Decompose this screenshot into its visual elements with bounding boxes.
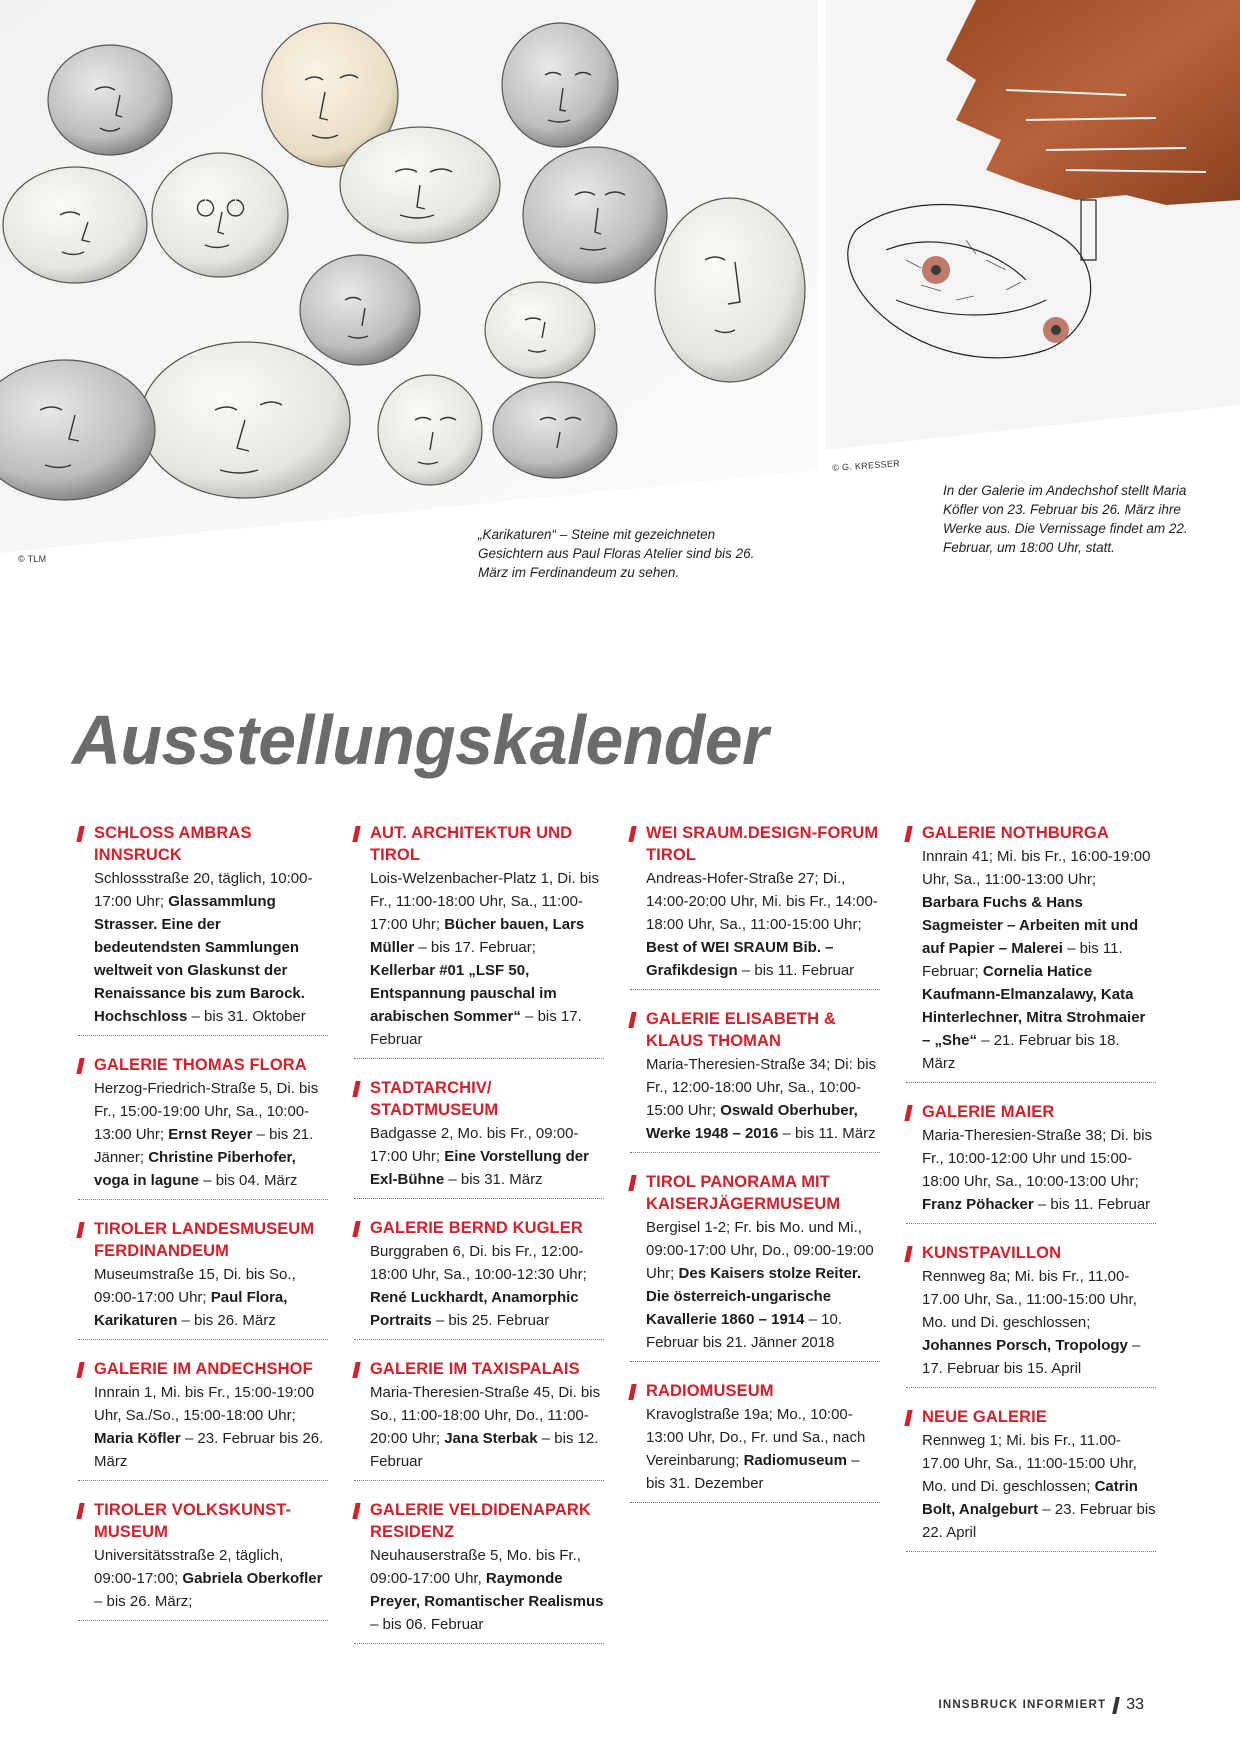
red-slash-marker <box>904 1410 912 1426</box>
slash-divider <box>1112 1697 1120 1714</box>
venue-name-text: NEUE GALERIE <box>922 1408 1047 1426</box>
red-slash-marker <box>352 1081 360 1097</box>
venue-name <box>354 1077 604 1121</box>
caption-stones: „Karikaturen“ – Steine mit gezeichneten Gesichtern aus Paul Floras Atelier sind bis 26. März im Ferdinandeum zu sehen. <box>478 527 755 580</box>
exhibition-entry <box>354 1358 604 1481</box>
exhibition-details <box>630 1216 880 1354</box>
exhibition-entry <box>906 1242 1156 1388</box>
venue-name <box>78 1499 328 1543</box>
venue-name <box>630 1171 880 1215</box>
exhibition-details <box>630 1053 880 1145</box>
publication-name: INNSBRUCK INFORMIERT <box>938 1699 1107 1711</box>
venue-name <box>906 1101 1156 1123</box>
details-text: – bis 11. März <box>778 1125 876 1142</box>
exhibition-entry <box>354 1217 604 1340</box>
details-text: Innrain 41; Mi. bis Fr., 16:00-19:00 Uhr, Sa., 11:00-13:00 Uhr; <box>922 848 1151 888</box>
red-slash-marker <box>352 1362 360 1378</box>
venue-name-text: GALERIE BERND KUGLER <box>370 1219 583 1237</box>
venue-name-text: GALERIE ELISABETH & KLAUS THOMAN <box>646 1010 836 1050</box>
exhibition-details <box>354 1240 604 1332</box>
details-text: Maria-Theresien-Straße 45, Di. bis So., 11:00-18:00 Uhr, Do., 11:00-20:00 Uhr; <box>370 1384 601 1447</box>
artwork-photo <box>826 0 1240 470</box>
exhibition-entry <box>78 1358 328 1481</box>
venue-name-text: SCHLOSS AMBRAS INNSRUCK <box>94 824 252 864</box>
exhibition-entry <box>354 1077 604 1199</box>
details-text: – bis 17. Februar; <box>414 939 536 956</box>
venue-name-text: RADIOMUSEUM <box>646 1382 774 1400</box>
details-text: – 10. Februar bis 21. Jänner 2018 <box>646 1311 842 1351</box>
details-text: Kravoglstraße 19a; Mo., 10:00-13:00 Uhr, Do., Fr. und Sa., nach Vereinbarung; <box>646 1406 866 1469</box>
red-slash-marker <box>76 1362 84 1378</box>
exhibition-entry <box>906 1101 1156 1224</box>
details-text: Neuhauserstraße 5, Mo. bis Fr., 09:00-17:00 Uhr, <box>370 1547 581 1587</box>
red-slash-marker <box>352 826 360 842</box>
venue-name <box>906 1406 1156 1428</box>
exhibition-title: Best of WEI SRAUM Bib. – Grafikdesign <box>646 939 834 979</box>
exhibition-details <box>78 867 328 1028</box>
details-text: Burggraben 6, Di. bis Fr., 12:00-18:00 Uhr, Sa., 10:00-12:30 Uhr; <box>370 1243 587 1283</box>
exhibition-title: Bücher bauen, Lars Müller <box>370 916 585 956</box>
exhibition-details <box>354 1122 604 1191</box>
venue-name <box>354 1358 604 1380</box>
details-text: Andreas-Hofer-Straße 27; Di., 14:00-20:00 Uhr, Mi. bis Fr., 14:00-18:00 Uhr, Sa., 11:00-15:00 Uhr; <box>646 870 878 933</box>
exhibition-details <box>354 867 604 1051</box>
red-slash-marker <box>76 1503 84 1519</box>
exhibition-details <box>630 867 880 982</box>
exhibition-title: Oswald Oberhuber, Werke 1948 – 2016 <box>646 1102 858 1142</box>
exhibition-entry <box>78 1054 328 1200</box>
exhibition-entry <box>78 1499 328 1621</box>
page-footer <box>938 1696 1144 1714</box>
exhibition-entry <box>630 822 880 990</box>
exhibition-details <box>906 1429 1156 1544</box>
venue-name-text: GALERIE IM TAXISPALAIS <box>370 1360 580 1378</box>
details-text: – bis 31. März <box>444 1171 543 1188</box>
exhibition-details <box>906 1124 1156 1216</box>
details-text: Maria-Theresien-Straße 38; Di. bis Fr., 10:00-12:00 Uhr und 15:00-18:00 Uhr, Sa., 10:00-13:00 Uhr; <box>922 1127 1153 1190</box>
details-text: Universitätsstraße 2, täglich, 09:00-17:00; <box>94 1547 284 1587</box>
venue-name <box>630 822 880 866</box>
exhibition-title: Glassammlung Strasser. Eine der bedeutendsten Sammlungen weltweit von Glaskunst der Renaissance bis zum Barock. Hochschloss <box>94 893 305 1025</box>
exhibition-title: Barbara Fuchs & Hans Sagmeister – Arbeiten mit und auf Papier – Malerei <box>922 894 1139 957</box>
calendar-column-3 <box>630 822 880 1521</box>
exhibition-entry <box>354 822 604 1059</box>
exhibition-title: René Luckhardt, Anamorphic Portraits <box>370 1289 579 1329</box>
exhibition-details <box>630 1403 880 1495</box>
details-text: – bis 17. Februar <box>370 1008 582 1048</box>
venue-name-text: KUNSTPAVILLON <box>922 1244 1062 1262</box>
venue-name <box>354 1499 604 1543</box>
red-slash-marker <box>628 826 636 842</box>
exhibition-title: Johannes Porsch, Tropology <box>922 1337 1128 1354</box>
exhibition-entry <box>630 1171 880 1362</box>
details-text: – bis 11. Februar <box>1033 1196 1151 1213</box>
exhibition-title: Des Kaisers stolze Reiter. Die österreich-ungarische Kavallerie 1860 – 1914 <box>646 1265 862 1328</box>
exhibition-details <box>78 1381 328 1473</box>
caption-andechshof: In der Galerie im Andechshof stellt Maria Köfler von 23. Februar bis 26. März ihre Werke aus. Die Vernissage findet am 22. Februar, um 18:00 Uhr, statt. <box>943 483 1188 555</box>
exhibition-entry <box>630 1380 880 1503</box>
exhibition-title: Ernst Reyer <box>168 1126 253 1143</box>
red-slash-marker <box>628 1012 636 1028</box>
exhibition-details <box>354 1381 604 1473</box>
venue-name <box>630 1008 880 1052</box>
venue-name <box>78 822 328 866</box>
venue-name-text: GALERIE IM ANDECHSHOF <box>94 1360 313 1378</box>
details-text: – bis 26. März <box>177 1312 276 1329</box>
red-slash-marker <box>352 1221 360 1237</box>
venue-name <box>78 1054 328 1076</box>
details-text: – bis 04. März <box>199 1172 298 1189</box>
details-text: – bis 11. Februar <box>737 962 855 979</box>
exhibition-title: Franz Pöhacker <box>922 1196 1034 1213</box>
details-text: – bis 25. Februar <box>431 1312 550 1329</box>
red-slash-marker <box>76 1222 84 1238</box>
details-text: Rennweg 8a; Mi. bis Fr., 11.00-17.00 Uhr, Sa., 11:00-15:00 Uhr, Mo. und Di. geschlossen; <box>922 1268 1137 1331</box>
exhibition-entry <box>354 1499 604 1644</box>
venue-name-text: GALERIE NOTHBURGA <box>922 824 1109 842</box>
exhibition-title: Gabriela Oberkofler <box>182 1570 323 1587</box>
venue-name <box>906 1242 1156 1264</box>
venue-name-text: GALERIE THOMAS FLORA <box>94 1056 307 1074</box>
venue-name-text: TIROLER VOLKSKUNST-MUSEUM <box>94 1501 292 1541</box>
red-slash-marker <box>76 826 84 842</box>
calendar-column-4 <box>906 822 1156 1570</box>
venue-name-text: TIROLER LANDESMUSEUM FERDINANDEUM <box>94 1220 315 1260</box>
details-text: – 23. Februar bis 22. April <box>922 1501 1156 1541</box>
exhibition-title: Kellerbar #01 „LSF 50, Entspannung pauschal im arabischen Sommer“ <box>370 962 557 1025</box>
details-text: – bis 06. Februar <box>370 1616 484 1633</box>
details-text: – bis 26. März; <box>94 1593 193 1610</box>
details-text: – bis 31. Oktober <box>187 1008 306 1025</box>
exhibition-entry <box>78 822 328 1036</box>
exhibition-entry <box>906 1406 1156 1552</box>
red-slash-marker <box>904 1246 912 1262</box>
exhibition-entry <box>630 1008 880 1153</box>
exhibition-details <box>906 845 1156 1075</box>
exhibition-details <box>906 1265 1156 1380</box>
red-slash-marker <box>628 1384 636 1400</box>
red-slash-marker <box>904 826 912 842</box>
red-slash-marker <box>628 1175 636 1191</box>
stones-photo <box>0 0 818 553</box>
exhibition-title: Radiomuseum <box>743 1452 847 1469</box>
exhibition-entry <box>906 822 1156 1083</box>
details-text: – 17. Februar bis 15. April <box>922 1337 1141 1377</box>
details-text: Lois-Welzenbacher-Platz 1, Di. bis Fr., 11:00-18:00 Uhr, Sa., 11:00-17:00 Uhr; <box>370 870 599 933</box>
exhibition-details <box>78 1263 328 1332</box>
exhibition-title: Maria Köfler <box>94 1430 181 1447</box>
venue-name <box>78 1358 328 1380</box>
details-text: Maria-Theresien-Straße 34; Di: bis Fr., 12:00-18:00 Uhr, Sa., 10:00-15:00 Uhr; <box>646 1056 877 1119</box>
exhibition-title: Eine Vorstellung der Exl-Bühne <box>370 1148 589 1188</box>
exhibition-title: Cornelia Hatice Kaufmann-Elmanzalawy, Kata Hinterlechner, Mitra Strohmaier – „She“ <box>922 963 1146 1049</box>
venue-name-text: TIROL PANORAMA MIT KAISERJÄGERMUSEUM <box>646 1173 841 1213</box>
venue-name-text: GALERIE MAIER <box>922 1103 1055 1121</box>
red-slash-marker <box>904 1105 912 1121</box>
venue-name <box>906 822 1156 844</box>
venue-name <box>630 1380 880 1402</box>
exhibition-details <box>78 1544 328 1613</box>
red-slash-marker <box>76 1058 84 1074</box>
venue-name-text: WEI SRAUM.DESIGN-FORUM TIROL <box>646 824 879 864</box>
exhibition-title: Christine Piberhofer, voga in lagune <box>94 1149 296 1189</box>
details-text: – bis 12. Februar <box>370 1430 599 1470</box>
exhibition-details <box>78 1077 328 1192</box>
venue-name <box>78 1218 328 1262</box>
exhibition-title: Paul Flora, Karikaturen <box>94 1289 288 1329</box>
details-text: Herzog-Friedrich-Straße 5, Di. bis Fr., 15:00-19:00 Uhr, Sa., 10:00-13:00 Uhr; <box>94 1080 319 1143</box>
exhibition-title: Jana Sterbak <box>444 1430 538 1447</box>
details-text: Badgasse 2, Mo. bis Fr., 09:00-17:00 Uhr; <box>370 1125 579 1165</box>
page-number: 33 <box>1126 1696 1144 1713</box>
venue-name <box>354 822 604 866</box>
venue-name-text: STADTARCHIV/ STADTMUSEUM <box>370 1079 499 1119</box>
exhibition-title: Raymonde Preyer, Romantischer Realismus <box>370 1570 604 1610</box>
details-text: Bergisel 1-2; Fr. bis Mo. und Mi., 09:00-17:00 Uhr, Do., 09:00-19:00 Uhr; <box>646 1219 874 1282</box>
exhibition-entry <box>78 1218 328 1340</box>
details-text: – bis 11. Februar; <box>922 940 1123 980</box>
venue-name-text: GALERIE VELDIDENAPARK RESIDENZ <box>370 1501 591 1541</box>
calendar-column-2 <box>354 822 604 1662</box>
details-text: Museumstraße 15, Di. bis So., 09:00-17:00 Uhr; <box>94 1266 296 1306</box>
venue-name <box>354 1217 604 1239</box>
photo-credit-tlm: © TLM <box>18 554 47 564</box>
photo-credit-kresser: © G. KRESSER <box>832 458 901 473</box>
details-text: Schlossstraße 20, täglich, 10:00-17:00 Uhr; <box>94 870 313 910</box>
venue-name-text: AUT. ARCHITEKTUR UND TIROL <box>370 824 573 864</box>
details-text: – 21. Februar bis 18. März <box>922 1032 1120 1072</box>
calendar-column-1 <box>78 822 328 1639</box>
details-text: – bis 31. Dezember <box>646 1452 860 1492</box>
details-text: Rennweg 1; Mi. bis Fr., 11.00-17.00 Uhr, Sa., 11:00-15:00 Uhr, Mo. und Di. geschlossen; <box>922 1432 1137 1495</box>
details-text: – 23. Februar bis 26. März <box>94 1430 324 1470</box>
exhibition-details <box>354 1544 604 1636</box>
details-text: Innrain 1, Mi. bis Fr., 15:00-19:00 Uhr, Sa./So., 15:00-18:00 Uhr; <box>94 1384 315 1424</box>
details-text: – bis 21. Jänner; <box>94 1126 314 1166</box>
exhibition-title: Catrin Bolt, Analgeburt <box>922 1478 1138 1518</box>
red-slash-marker <box>352 1503 360 1519</box>
page-title: Ausstellungskalender <box>72 701 768 779</box>
